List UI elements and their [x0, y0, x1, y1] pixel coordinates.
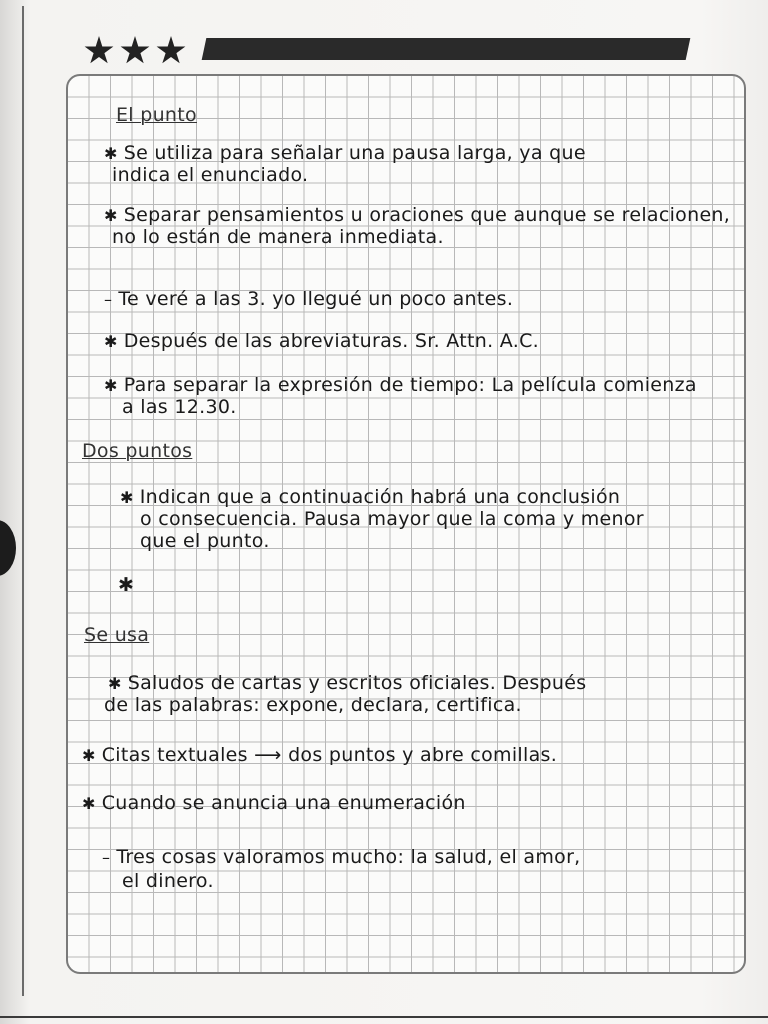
dash-icon: –: [104, 290, 113, 309]
note-text: Se utiliza para señalar una pausa larga, ya que: [123, 142, 586, 164]
note-item: [120, 486, 620, 509]
note-text: el dinero.: [122, 870, 214, 892]
note-text: Para separar la expresión de tiempo: La película comienza: [123, 374, 697, 396]
note-item: [104, 288, 513, 311]
asterisk-icon: ✱: [104, 376, 118, 395]
dash-icon: –: [102, 848, 111, 867]
star-icon: [120, 36, 150, 66]
page-edge-line: [22, 6, 24, 996]
note-text: no lo están de manera inmediata.: [112, 226, 444, 248]
note-text: indica el enunciado.: [112, 164, 309, 186]
star-icon: [84, 36, 114, 66]
note-text: de las palabras: expone, declara, certifica.: [104, 694, 522, 716]
note-text: Citas textuales ⟶ dos puntos y abre comillas.: [101, 744, 558, 766]
asterisk-icon: ✱: [104, 206, 118, 225]
page-bottom-edge: [0, 1016, 768, 1018]
asterisk-icon: ✱: [82, 794, 96, 813]
star-icon: [156, 36, 186, 66]
note-text: a las 12.30.: [122, 396, 237, 418]
note-text: Cuando se anuncia una enumeración: [101, 792, 466, 814]
note-item: [82, 792, 466, 815]
header-bar: [202, 38, 691, 60]
asterisk-icon: ✱: [108, 674, 122, 693]
header-band: [84, 36, 688, 64]
note-item: [108, 672, 586, 695]
note-text: Después de las abreviaturas. Sr. Attn. A.C.: [123, 330, 539, 352]
heading-dos-puntos: Dos puntos: [82, 440, 193, 462]
note-item: [102, 846, 581, 869]
note-item: [104, 374, 697, 397]
note-text: o consecuencia. Pausa mayor que la coma y menor: [140, 508, 644, 530]
grid-paper-area: [66, 74, 746, 974]
asterisk-icon: ✱: [82, 746, 96, 765]
note-item: [104, 204, 730, 227]
asterisk-icon: ✱: [104, 144, 118, 163]
note-text: Indican que a continuación habrá una conclusión: [139, 486, 621, 508]
heading-se-usa: Se usa: [84, 624, 150, 646]
asterisk-icon: ✱: [104, 332, 118, 351]
note-item: [82, 744, 557, 767]
note-item: [104, 330, 539, 353]
note-text: Separar pensamientos u oraciones que aunque se relacionen,: [123, 204, 731, 226]
asterisk-icon: ✱: [120, 488, 134, 507]
heading-el-punto: El punto: [116, 104, 197, 126]
note-text: Te veré a las 3. yo llegué un poco antes.: [118, 288, 514, 310]
note-text: Tres cosas valoramos mucho: la salud, el amor,: [116, 846, 581, 868]
note-item: [104, 142, 586, 165]
note-text: que el punto.: [140, 530, 270, 552]
asterisk-icon: ✱: [118, 574, 135, 596]
note-text: Saludos de cartas y escritos oficiales. Después: [127, 672, 587, 694]
